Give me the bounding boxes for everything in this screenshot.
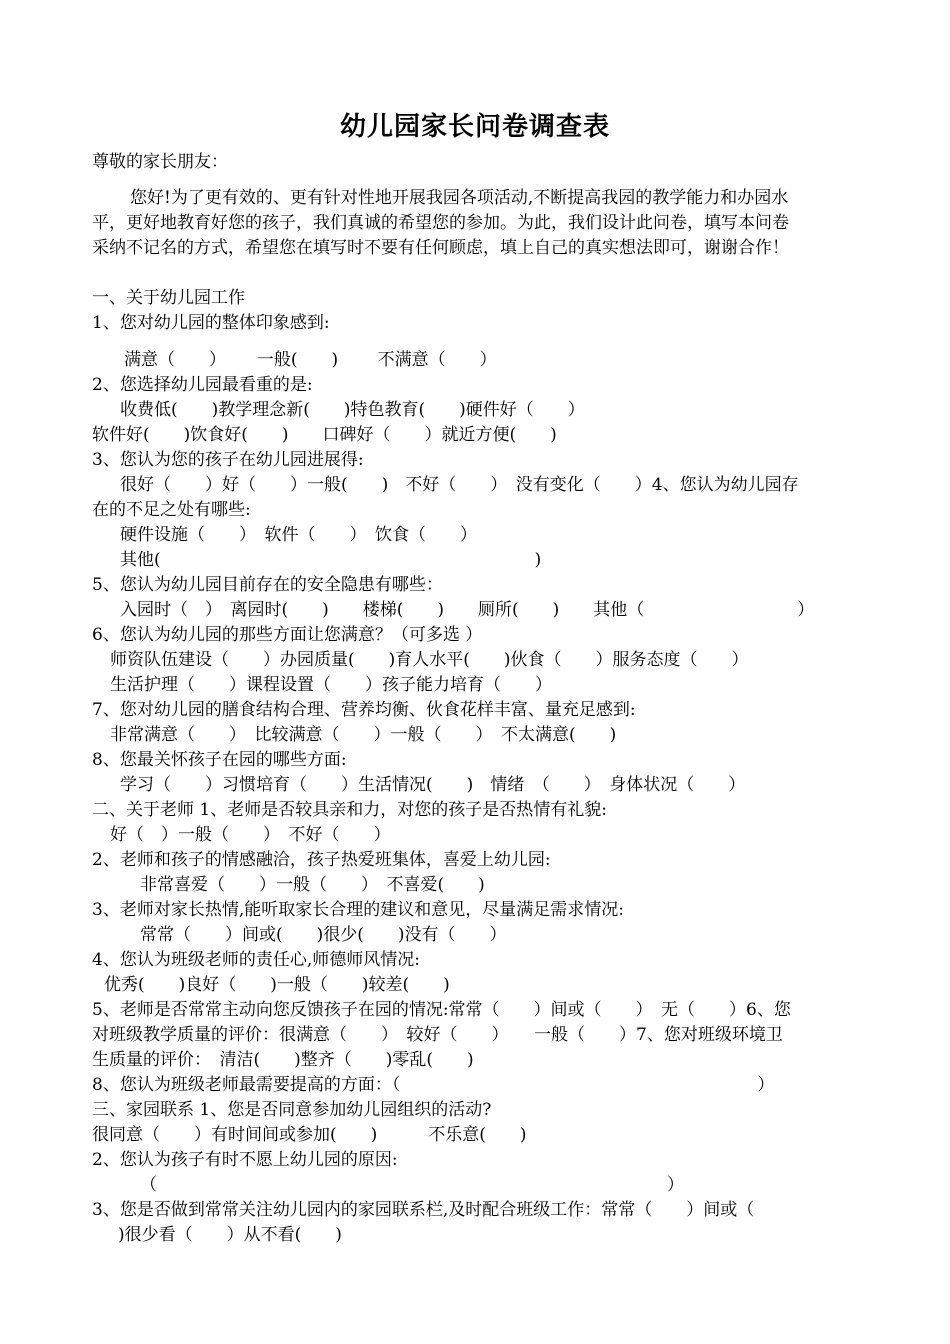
- options-2-3: 常常（ ）间或( )很少( )没有（ ）: [140, 925, 507, 945]
- question-1-5: 5、您认为幼儿园目前存在的安全隐患有哪些：: [92, 575, 443, 595]
- options-1-4-a: 硬件设施（ ） 软件（ ） 饮食（ ）: [120, 525, 477, 545]
- greeting: 尊敬的家长朋友：: [92, 152, 228, 172]
- options-1-3: 很好（ ）好（ ）一般( ) 不好（ ） 没有变化（ ）4、您认为幼儿园存: [120, 475, 799, 495]
- question-2-6: 对班级教学质量的评价：很满意（ ） 较好（ ） 一般（ ）7、您对班级环境卫: [92, 1025, 783, 1045]
- section-1-heading: 一、关于幼儿园工作: [92, 288, 245, 308]
- question-2-3: 3、老师对家长热情,能听取家长合理的建议和意见，尽量满足需求情况:: [92, 900, 624, 920]
- page-title: 幼儿园家长问卷调查表: [339, 112, 610, 142]
- intro-line-3: 采纳不记名的方式，希望您在填写时不要有任何顾虑，填上自己的真实想法即可，谢谢合作！: [92, 238, 789, 258]
- intro-line-2: 平，更好地教育好您的孩子，我们真诚的希望您的参加。为此，我们设计此问卷，填写本问卷: [92, 213, 789, 233]
- options-1-6-b: 生活护理（ ）课程设置（ ）孩子能力培育（ ）: [110, 675, 552, 695]
- question-1-2: 2、您选择幼儿园最看重的是:: [92, 375, 313, 395]
- question-2-5: 5、老师是否常常主动向您反馈孩子在园的情况:常常（ ）间或（ ） 无（ ）6、您: [92, 1000, 791, 1020]
- question-1-4-cont: 在的不足之处有哪些:: [92, 500, 251, 520]
- options-2-2: 非常喜爱（ ）一般（ ） 不喜爱( ): [140, 875, 485, 895]
- options-1-4-b: 其他( ): [120, 550, 542, 570]
- question-1-1: 1、您对幼儿园的整体印象感到:: [92, 313, 330, 333]
- answer-blank-3-2: （ ）: [140, 1175, 684, 1195]
- question-1-8: 8、您最关怀孩子在园的哪些方面:: [92, 750, 347, 770]
- question-1-6: 6、您认为幼儿园的那些方面让您满意？（可多选 ）: [92, 625, 483, 645]
- options-1-2-b: 软件好( )饮食好( ) 口碑好（ ）就近方便( ): [92, 425, 557, 445]
- question-1-7: 7、您对幼儿园的膳食结构合理、营养均衡、伙食花样丰富、量充足感到:: [92, 700, 636, 720]
- section-2-heading: 二、关于老师 1、老师是否较具亲和力，对您的孩子是否热情有礼貌:: [92, 800, 607, 820]
- options-1-6-a: 师资队伍建设（ ）办园质量( )育人水平( )伙食（ ）服务态度（ ）: [110, 650, 749, 670]
- question-3-2: 2、您认为孩子有时不愿上幼儿园的原因:: [92, 1150, 398, 1170]
- question-1-3: 3、您认为您的孩子在幼儿园进展得:: [92, 450, 364, 470]
- options-1-7: 非常满意（ ） 比较满意（ ）一般（ ） 不太满意( ): [110, 725, 617, 745]
- options-1-5: 入园时（ ） 离园时( ) 楼梯( ) 厕所( ) 其他（ ）: [120, 600, 815, 620]
- intro-line-1: 您好!为了更有效的、更有针对性地开展我园各项活动,不断提高我园的教学能力和办园水: [130, 188, 789, 208]
- options-3-1: 很同意（ ）有时间间或参加( ) 不乐意( ): [92, 1125, 527, 1145]
- options-2-4: 优秀( )良好（ )一般（ )较差( ): [104, 975, 450, 995]
- question-2-7-cont: 生质量的评价： 清洁( )整齐（ )零乱( ): [92, 1050, 474, 1070]
- options-1-2-a: 收费低( )教学理念新( )特色教育( )硬件好（ ）: [120, 400, 585, 420]
- question-2-4: 4、您认为班级老师的责任心,师德师风情况:: [92, 950, 420, 970]
- section-3-heading: 三、家园联系 1、您是否同意参加幼儿园组织的活动?: [92, 1100, 492, 1120]
- options-2-1: 好（ ）一般（ ） 不好（ ）: [110, 825, 391, 845]
- options-1-1: 满意（ ） 一般( ) 不满意（ ）: [124, 350, 497, 370]
- question-2-2: 2、老师和孩子的情感融洽，孩子热爱班集体，喜爱上幼儿园:: [92, 850, 551, 870]
- question-2-8: 8、您认为班级老师最需要提高的方面：（ ）: [92, 1075, 775, 1095]
- options-3-3: )很少看（ ）从不看( ): [118, 1225, 342, 1245]
- question-3-3: 3、您是否做到常常关注幼儿园内的家园联系栏,及时配合班级工作：常常（ ）间或（: [92, 1200, 755, 1220]
- options-1-8: 学习（ ）习惯培育（ ）生活情况( ) 情绪 （ ） 身体状况（ ）: [120, 775, 746, 795]
